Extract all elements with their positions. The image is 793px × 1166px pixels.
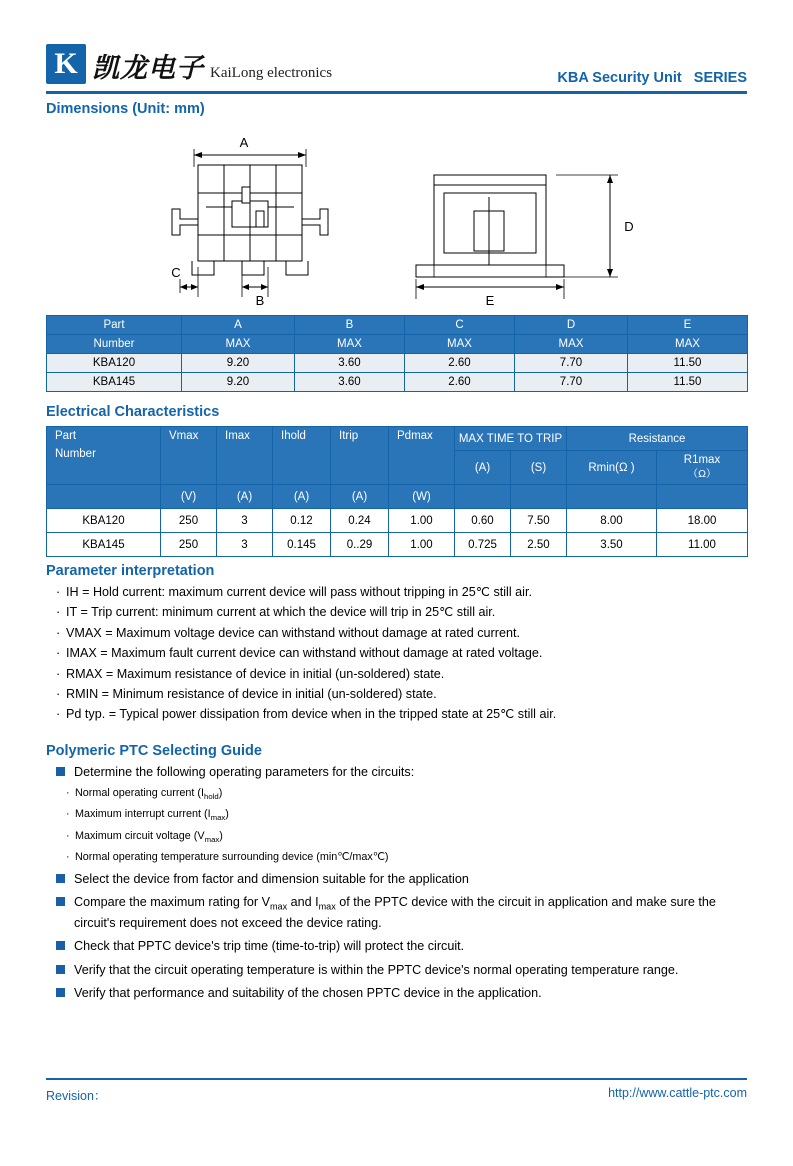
- interpretation-item-1: IT = Trip current: minimum current at which the device will trip in 25℃ still air.: [66, 605, 496, 620]
- page-footer: [46, 1078, 747, 1105]
- guide-item-3-label: [74, 893, 747, 933]
- square-bullet-icon: [56, 988, 65, 997]
- list-item: [56, 704, 747, 724]
- guide-sub-3-text: Normal operating temperature surrounding device (min℃/max℃): [75, 850, 389, 863]
- label-c: C: [171, 265, 181, 280]
- square-bullet-icon: [56, 965, 65, 974]
- guide-item-3a: Compare the maximum rating for V: [74, 895, 270, 910]
- ec-r0-c9: 18.00: [657, 509, 748, 533]
- guide-item-3b: and I: [287, 895, 319, 910]
- list-item: [56, 582, 747, 602]
- table-header-row: [47, 427, 748, 451]
- ec-r1-c9: 11.00: [657, 533, 748, 557]
- dim-r1-c2: 3.60: [295, 373, 405, 392]
- guide-item-1-label: Determine the following operating parameters for the circuits:: [74, 764, 415, 779]
- bullet-dot-icon: ·: [56, 625, 61, 640]
- table-header-row: [47, 335, 748, 354]
- bullet-dot-icon: ·: [66, 808, 70, 821]
- dim-h1-5: E: [628, 316, 748, 335]
- page-header: [46, 44, 747, 94]
- guide-sub-item-2: [66, 828, 747, 846]
- ec-r0-c4: 0.24: [331, 509, 389, 533]
- bullet-dot-icon: ·: [66, 787, 70, 800]
- table-header-row: [47, 316, 748, 335]
- table-row: [47, 509, 748, 533]
- bullet-dot-icon: ·: [56, 666, 61, 681]
- ec-r0-c7: 7.50: [511, 509, 567, 533]
- square-bullet-icon: [56, 941, 65, 950]
- ec-unit-blank: [47, 485, 161, 509]
- datasheet-page: [0, 44, 793, 1166]
- ec-head-r1max-unit: （Ω）: [687, 468, 717, 480]
- ec-r0-c6: 0.60: [455, 509, 511, 533]
- ec-r1-c6: 0.725: [455, 533, 511, 557]
- bullet-dot-icon: ·: [66, 850, 70, 863]
- guide-item-4: [46, 937, 747, 957]
- dim-r0-c4: 7.70: [515, 354, 628, 373]
- ec-r0-c0: KBA120: [47, 509, 161, 533]
- ec-head-part-line1: Part: [55, 430, 77, 442]
- ec-unit-spacer4: [657, 485, 748, 509]
- guide-sub-2-text: Maximum circuit voltage (V: [75, 829, 205, 842]
- guide-item-3c: of the PPTC device with the circuit in application and make sure the circuit's requirement does not exceed the device rating.: [74, 895, 716, 930]
- logo-mark-icon: K: [46, 44, 86, 84]
- drawing-svg: [46, 127, 747, 307]
- section-title-interpretation: Parameter interpretation: [46, 563, 215, 579]
- ec-unit-s: (S): [511, 451, 567, 485]
- ec-r0-c8: 8.00: [567, 509, 657, 533]
- table-units-row: [47, 485, 748, 509]
- ec-unit-a2: (A): [273, 485, 331, 509]
- dim-h2-3: MAX: [405, 335, 515, 354]
- guide-item-5: [46, 961, 747, 981]
- guide-sub-1-sub: max: [210, 813, 226, 823]
- ec-unit-a1: (A): [217, 485, 273, 509]
- dim-r1-c0: KBA145: [47, 373, 182, 392]
- list-item: [56, 602, 747, 622]
- ec-unit-a4: (A): [455, 451, 511, 485]
- bullet-dot-icon: ·: [56, 707, 61, 722]
- guide-item-2: [46, 870, 747, 890]
- dim-r0-c0: KBA120: [47, 354, 182, 373]
- ec-head-itrip: Itrip: [331, 427, 389, 485]
- interpretation-item-0: IH = Hold current: maximum current device will pass without tripping in 25℃ still air.: [66, 585, 532, 599]
- dimension-table: [46, 315, 748, 392]
- ec-r1-c8: 3.50: [567, 533, 657, 557]
- guide-sub-1-tail: ): [225, 808, 229, 821]
- ec-r1-c0: KBA145: [47, 533, 161, 557]
- dim-h1-1: A: [182, 316, 295, 335]
- dimension-table-wrap: [46, 315, 747, 392]
- dim-h2-5: MAX: [628, 335, 748, 354]
- interpretation-item-2: VMAX = Maximum voltage device can withstand without damage at rated current.: [66, 625, 520, 640]
- guide-sub-1-text: Maximum interrupt current (I: [75, 808, 211, 821]
- series-title: KBA Security Unit SERIES: [557, 70, 747, 86]
- guide-sub-0-tail: ): [218, 787, 223, 800]
- section-title-electrical: Electrical Characteristics: [46, 404, 220, 420]
- guide-sub-item-1: [66, 806, 747, 824]
- table-row: [47, 373, 748, 392]
- guide-item-2-label: Select the device from factor and dimension suitable for the application: [74, 871, 469, 886]
- ec-r0-c3: 0.12: [273, 509, 331, 533]
- website-link[interactable]: http://www.cattle-ptc.com: [608, 1086, 747, 1100]
- square-bullet-icon: [56, 897, 65, 906]
- list-item: [56, 684, 747, 704]
- header-divider: [46, 91, 747, 94]
- square-bullet-icon: [56, 874, 65, 883]
- dim-h1-0: Part: [47, 316, 182, 335]
- guide-sub-2-sub: max: [204, 834, 220, 844]
- ec-head-vmax: Vmax: [161, 427, 217, 485]
- dim-r1-c5: 11.50: [628, 373, 748, 392]
- ec-r1-c5: 1.00: [389, 533, 455, 557]
- ec-unit-spacer3: [567, 485, 657, 509]
- list-item: [56, 664, 747, 684]
- guide-sub-0-text: Normal operating current (I: [75, 787, 205, 800]
- guide-item-3-sub1: max: [269, 901, 288, 912]
- ec-head-pdmax: Pdmax: [389, 427, 455, 485]
- ec-head-r1max: [657, 451, 748, 485]
- footer-divider: [46, 1078, 747, 1081]
- dim-r0-c1: 9.20: [182, 354, 295, 373]
- logo-english-name: KaiLong electronics: [210, 65, 333, 81]
- guide-sub-0-sub: hold: [204, 792, 219, 802]
- ec-head-part-line2: Number: [55, 448, 96, 460]
- dim-h2-1: MAX: [182, 335, 295, 354]
- ec-head-imax: Imax: [217, 427, 273, 485]
- revision-label: Revision：: [46, 1089, 107, 1103]
- bullet-dot-icon: ·: [56, 585, 61, 599]
- ec-r1-c4: 0..29: [331, 533, 389, 557]
- ec-unit-a3: (A): [331, 485, 389, 509]
- interpretation-item-6: Pd typ. = Typical power dissipation from device when in the tripped state at 25℃ still air.: [66, 707, 557, 722]
- dim-h2-2: MAX: [295, 335, 405, 354]
- ec-r1-c7: 2.50: [511, 533, 567, 557]
- guide-item-5-label: Verify that the circuit operating temperature is within the PPTC device's normal operating temperature range.: [74, 962, 679, 977]
- list-item: [56, 643, 747, 663]
- ec-head-resistance: Resistance: [567, 427, 748, 451]
- guide-sub-item-3: [66, 849, 747, 866]
- ec-head-ihold: Ihold: [273, 427, 331, 485]
- label-a: A: [239, 135, 249, 150]
- ec-r1-c3: 0.145: [273, 533, 331, 557]
- bullet-dot-icon: ·: [66, 829, 70, 842]
- guide-sub-item-0: [66, 785, 747, 803]
- electrical-table-wrap: [46, 426, 747, 557]
- ec-unit-spacer2: [511, 485, 567, 509]
- label-e: E: [485, 293, 495, 307]
- dimension-drawing: [46, 127, 747, 307]
- interpretation-item-4: RMAX = Maximum resistance of device in initial (un-soldered) state.: [66, 666, 445, 681]
- ec-head-part: [47, 427, 161, 485]
- dim-r1-c4: 7.70: [515, 373, 628, 392]
- square-bullet-icon: [56, 767, 65, 776]
- section-title-dimensions: Dimensions (Unit: mm): [46, 101, 205, 117]
- ec-r0-c1: 250: [161, 509, 217, 533]
- dim-h1-4: D: [515, 316, 628, 335]
- guide-item-3: [46, 893, 747, 933]
- dim-h2-4: MAX: [515, 335, 628, 354]
- dim-r0-c5: 11.50: [628, 354, 748, 373]
- table-row: [47, 354, 748, 373]
- bullet-dot-icon: ·: [56, 686, 61, 701]
- footer-row: [46, 1086, 747, 1104]
- dim-r0-c3: 2.60: [405, 354, 515, 373]
- bullet-dot-icon: ·: [56, 646, 61, 661]
- interpretation-item-3: IMAX = Maximum fault current device can withstand without damage at rated voltage.: [66, 646, 543, 661]
- guide-item-1: [46, 763, 747, 783]
- dim-h2-0: Number: [47, 335, 182, 354]
- guide-item-3-sub2: max: [318, 901, 336, 912]
- section-title-guide: Polymeric PTC Selecting Guide: [46, 742, 262, 759]
- ec-r0-c5: 1.00: [389, 509, 455, 533]
- bullet-dot-icon: ·: [56, 605, 61, 620]
- ec-unit-v: (V): [161, 485, 217, 509]
- guide-list: [46, 763, 747, 1004]
- label-d: D: [624, 219, 634, 234]
- guide-item-4-label: Check that PPTC device's trip time (time-to-trip) will protect the circuit.: [74, 939, 465, 954]
- dim-r1-c1: 9.20: [182, 373, 295, 392]
- dim-h1-2: B: [295, 316, 405, 335]
- ec-head-maxtime: MAX TIME TO TRIP: [455, 427, 567, 451]
- dim-r1-c3: 2.60: [405, 373, 515, 392]
- label-b: B: [255, 293, 265, 307]
- dim-r0-c2: 3.60: [295, 354, 405, 373]
- guide-item-6: [46, 984, 747, 1004]
- ec-head-r1max-label: R1max: [683, 454, 721, 466]
- electrical-table: [46, 426, 748, 557]
- interpretation-list: [56, 582, 747, 725]
- ec-r1-c1: 250: [161, 533, 217, 557]
- logo-chinese-name: 凯龙电子: [92, 53, 204, 83]
- ec-unit-w: (W): [389, 485, 455, 509]
- guide-item-6-label: Verify that performance and suitability of the chosen PPTC device in the application.: [74, 986, 542, 1001]
- interpretation-item-5: RMIN = Minimum resistance of device in initial (un-soldered) state.: [66, 686, 437, 701]
- ec-r1-c2: 3: [217, 533, 273, 557]
- dim-h1-3: C: [405, 316, 515, 335]
- table-row: [47, 533, 748, 557]
- ec-head-rmin: Rmin(Ω ): [567, 451, 657, 485]
- guide-sub-2-tail: ): [219, 829, 223, 842]
- list-item: [56, 623, 747, 643]
- ec-unit-spacer1: [455, 485, 511, 509]
- ec-r0-c2: 3: [217, 509, 273, 533]
